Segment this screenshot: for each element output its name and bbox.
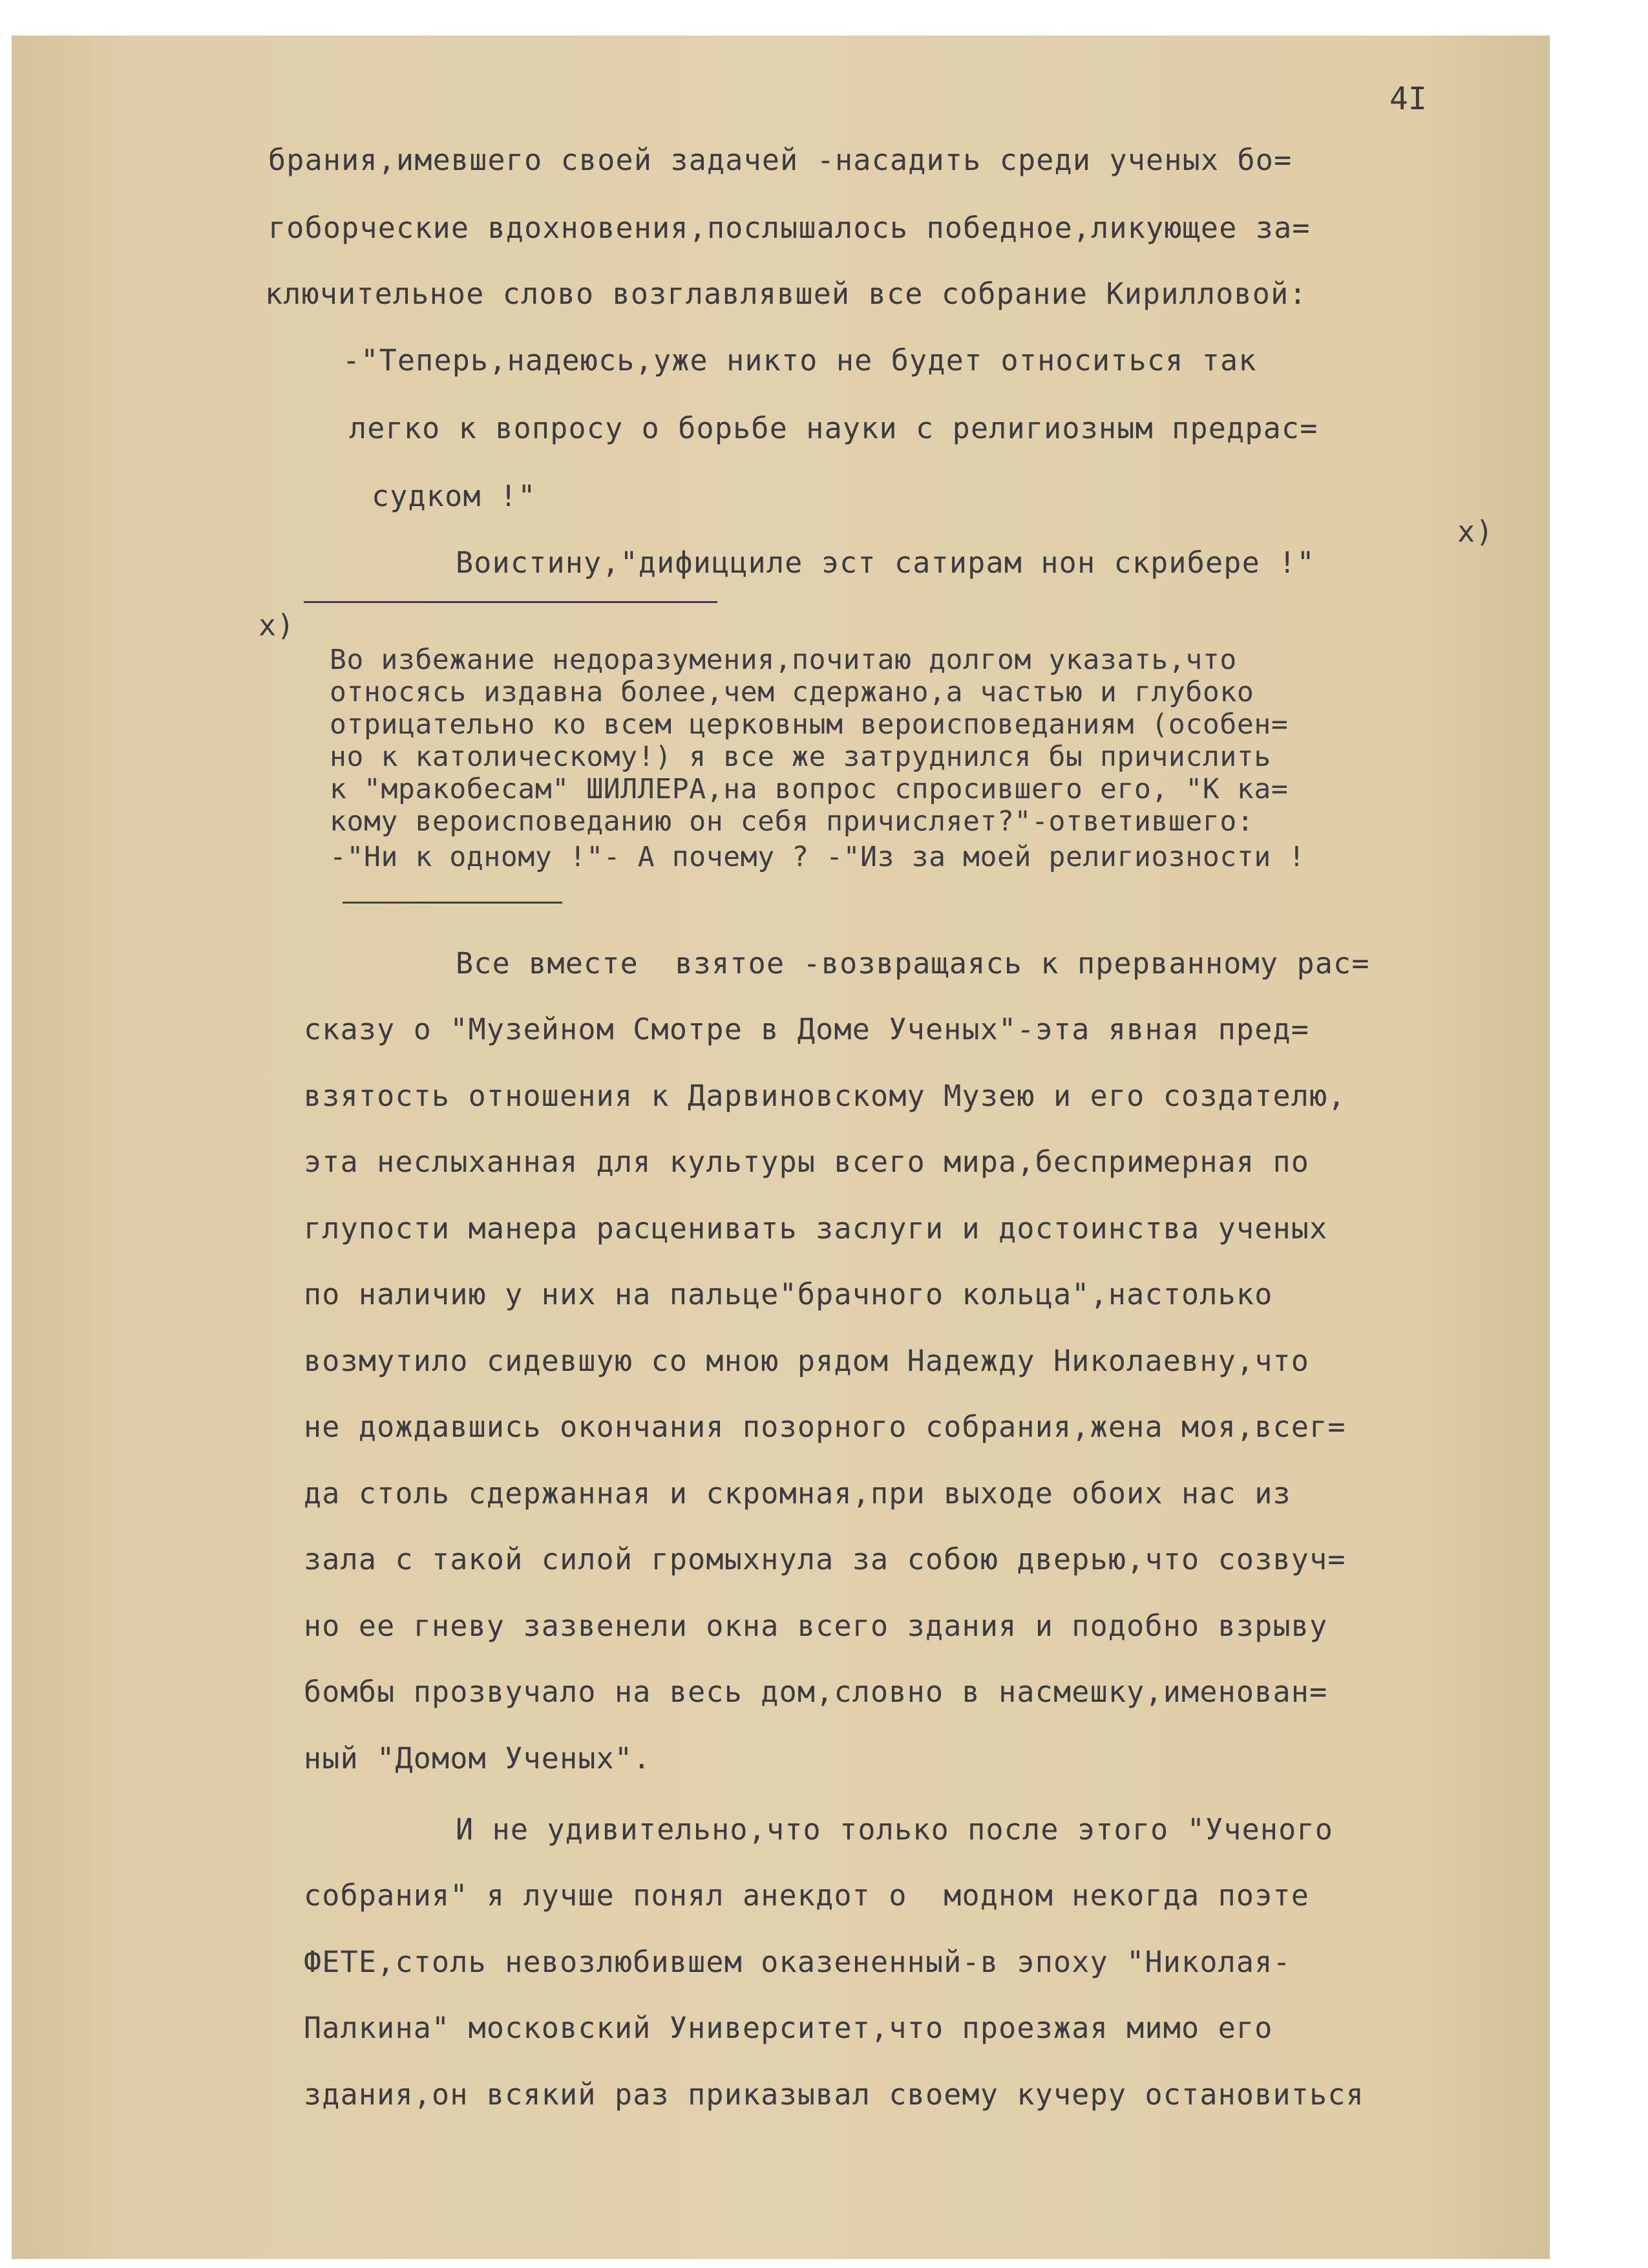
- quote-line: легко к вопросу о борьбе науки с религиозным предрас=: [349, 411, 1318, 445]
- text-line: не дождавшись окончания позорного собрания,жена моя,всег=: [304, 1410, 1346, 1444]
- text-line: гоборческие вдохновения,послышалось победное,ликующее за=: [268, 211, 1311, 245]
- text-line: брания,имевшего своей задачей -насадить среди ученых бо=: [268, 143, 1293, 177]
- closing-quote-line: Воистину,"дифицциле эст сатирам нон скрибере !": [456, 546, 1315, 580]
- quote-line: -"Теперь,надеюсь,уже никто не будет относиться так: [343, 343, 1257, 377]
- text-line: да столь сдержанная и скромная,при выходе обоих нас из: [304, 1476, 1291, 1510]
- text-line: И не удивительно,что только после этого "Ученого: [456, 1812, 1334, 1847]
- text-line: ный "Домом Ученых".: [304, 1741, 651, 1775]
- footnote-label: х): [259, 608, 295, 642]
- page-number: 4I: [1389, 81, 1427, 117]
- text-line: но ее гневу зазвенели окна всего здания и подобно взрыву: [304, 1609, 1328, 1643]
- footnote-end-rule: [343, 902, 562, 904]
- text-line: Все вместе взятое -возвращаясь к прерванному рас=: [456, 946, 1370, 980]
- footnote-line: -"Ни к одному !"- А почему ? -"Из за моей религиозности !: [330, 841, 1305, 873]
- text-line: зала с такой силой громыхнула за собою дверью,что созвуч=: [304, 1542, 1346, 1576]
- footnote-line: кому вероисповеданию он себя причисляет?"-ответившего:: [330, 805, 1254, 838]
- footnote-line: но к католическому!) я все же затруднился бы причислить: [330, 741, 1271, 773]
- text-line: взятость отношения к Дарвиновскому Музею и его создателю,: [304, 1079, 1346, 1113]
- footnote-line: отрицательно ко всем церковным вероисповеданиям (особен=: [330, 708, 1289, 741]
- text-line: бомбы прозвучало на весь дом,словно в насмешку,именован=: [304, 1675, 1328, 1709]
- text-line: ФЕТЕ,столь невозлюбившем оказененный-в эпоху "Николая-: [304, 1945, 1291, 1979]
- text-line: глупости манера расценивать заслуги и достоинства ученых: [304, 1211, 1328, 1245]
- footnote-separator: [304, 601, 717, 603]
- footnote-line: Во избежание недоразумения,почитаю долгом указать,что: [330, 644, 1237, 676]
- text-line: здания,он всякий раз приказывал своему кучеру остановиться: [304, 2077, 1364, 2112]
- text-line: собрания" я лучше понял анекдот о модном некогда поэте: [304, 1878, 1310, 1913]
- footnote-marker: х): [1457, 514, 1494, 549]
- text-line: Палкина" московский Университет,что проезжая мимо его: [304, 2011, 1273, 2045]
- text-line: эта неслыханная для культуры всего мира,беспримерная по: [304, 1145, 1310, 1179]
- footnote-line: относясь издавна более,чем сдержано,а частью и глубоко: [330, 676, 1254, 708]
- quote-line: судком !": [372, 479, 536, 513]
- text-line: ключительное слово возглавлявшей все собрание Кирилловой:: [265, 277, 1307, 311]
- footnote-line: к "мракобесам" ШИЛЛЕРА,на вопрос спросившего его, "К ка=: [330, 773, 1289, 805]
- text-line: по наличию у них на пальце"брачного кольца",настолько: [304, 1277, 1273, 1311]
- text-line: возмутило сидевшую со мною рядом Надежду Николаевну,что: [304, 1344, 1310, 1378]
- text-line: сказу о "Музейном Смотре в Доме Ученых"-эта явная пред=: [304, 1012, 1310, 1046]
